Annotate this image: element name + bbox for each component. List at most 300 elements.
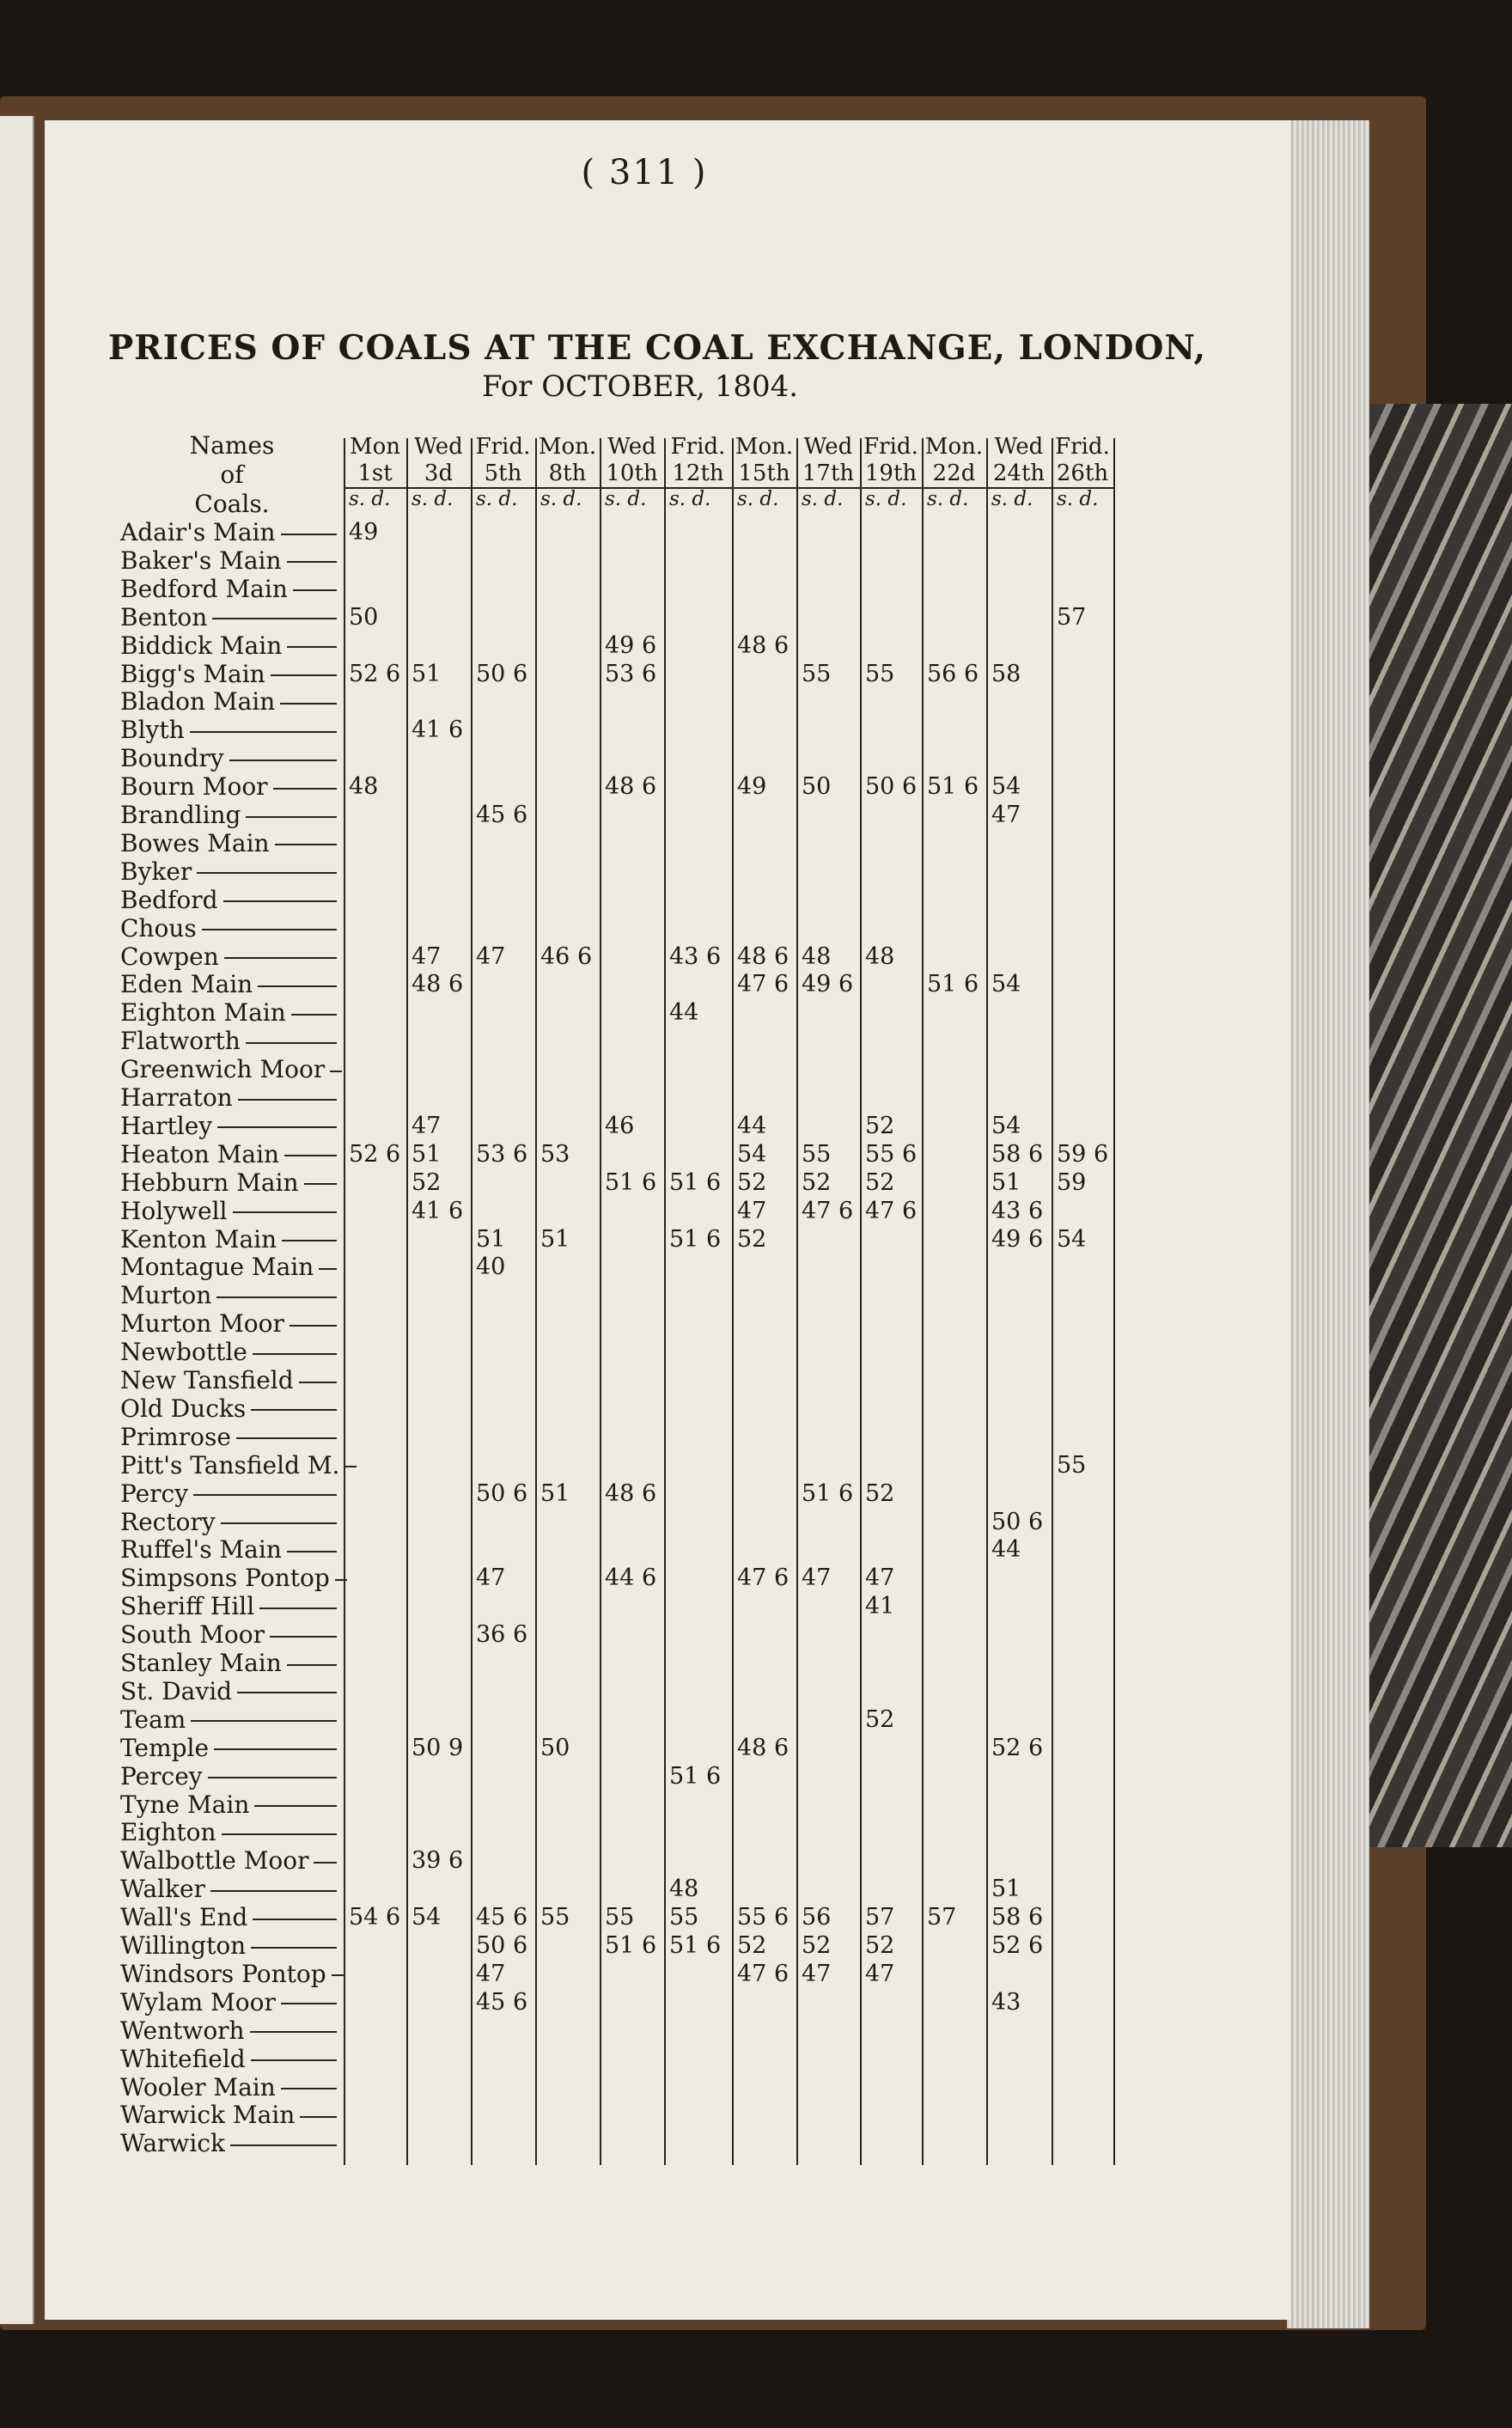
price-value: 43 6 [991, 1197, 1044, 1224]
coal-name-text: Chous [120, 913, 197, 943]
column-header [860, 434, 922, 487]
coal-name-text: Whitefield [120, 2044, 246, 2073]
price-value: 55 6 [865, 1140, 918, 1168]
coal-name [120, 1621, 337, 1649]
coal-name-text: Eighton [120, 1818, 216, 1847]
price-value: 52 [737, 1225, 767, 1253]
price-value: 47 [865, 1565, 895, 1592]
page-number: ( 311 ) [581, 153, 708, 192]
column-header [471, 434, 535, 487]
coal-name [120, 1084, 337, 1112]
price-value: 46 6 [540, 943, 593, 970]
price-value: 50 9 [412, 1734, 464, 1761]
column-header [796, 434, 860, 487]
coal-name-text: Cowpen [120, 942, 219, 971]
column-rule [732, 438, 734, 2165]
leader-rule [332, 1974, 344, 1976]
coal-name-text: Wentworh [120, 2016, 245, 2045]
coal-name-text: Byker [120, 857, 192, 886]
coal-name-text: Kenton Main [120, 1224, 277, 1254]
column-rule [986, 438, 988, 2165]
names-header-line-1: Names of [189, 431, 275, 489]
leader-rule [236, 1437, 337, 1439]
price-value: 47 [802, 1565, 832, 1592]
price-value: 52 [865, 1932, 895, 1959]
coal-name-text: Eden Main [120, 970, 253, 999]
leader-rule [197, 872, 337, 874]
coal-name [120, 1961, 344, 1988]
leader-rule [275, 844, 337, 845]
price-value: 44 [669, 999, 699, 1027]
coal-name-text: Willington [120, 1931, 247, 1960]
leader-rule [271, 674, 337, 676]
leader-rule [251, 2059, 337, 2061]
column-header [1052, 434, 1113, 487]
price-value: 52 [865, 1112, 895, 1139]
price-value: 55 [865, 660, 895, 687]
coal-name [120, 802, 337, 829]
unit-label: s. d. [927, 488, 969, 510]
price-value: 51 6 [669, 1168, 722, 1196]
column-rule [1052, 438, 1053, 2165]
price-value: 49 6 [802, 971, 854, 998]
coal-name-text: Bedford Main [120, 574, 288, 603]
price-value: 52 6 [991, 1932, 1044, 1959]
price-value: 49 [349, 519, 379, 546]
leader-rule [229, 760, 337, 761]
coal-name-text: St. David [120, 1676, 233, 1705]
price-value: 52 [865, 1168, 895, 1196]
price-value: 50 6 [991, 1508, 1044, 1535]
leader-rule [281, 2088, 337, 2089]
price-value: 52 [865, 1479, 895, 1507]
coal-name [120, 1480, 337, 1508]
coal-name [120, 1339, 337, 1366]
leader-rule [304, 1183, 337, 1185]
price-value: 54 [991, 971, 1021, 998]
price-value: 59 [1057, 1168, 1087, 1196]
price-value: 52 6 [991, 1734, 1044, 1761]
price-value: 43 [991, 1988, 1021, 2016]
coal-name-text: Rectory [120, 1507, 216, 1536]
price-value: 47 6 [865, 1197, 918, 1224]
price-value: 57 [865, 1904, 895, 1931]
coal-name [120, 1536, 337, 1564]
coal-name-text: Blyth [120, 716, 185, 745]
coal-name [120, 519, 337, 546]
price-value: 51 [412, 660, 442, 687]
leader-rule [299, 1382, 337, 1383]
coal-name [120, 2130, 337, 2157]
price-value: 49 6 [605, 631, 657, 659]
price-value: 51 6 [669, 1762, 722, 1790]
leader-rule [344, 1466, 357, 1467]
leader-rule [191, 1720, 337, 1722]
unit-label: s. d. [669, 488, 711, 510]
unit-label: s. d. [737, 488, 779, 510]
column-rule [344, 438, 345, 2165]
leader-rule [202, 929, 337, 930]
price-value: 54 6 [349, 1904, 401, 1931]
coal-name-text: Flatworth [120, 1027, 241, 1056]
leader-rule [280, 703, 337, 705]
coal-name-text: Boundry [120, 744, 224, 773]
price-value: 50 6 [865, 773, 918, 801]
column-day: Mon [349, 434, 401, 460]
price-value: 47 [865, 1960, 895, 1987]
coal-name [120, 858, 337, 886]
price-value: 52 [802, 1932, 832, 1959]
price-value: 49 6 [991, 1225, 1044, 1253]
coal-name-text: Brandling [120, 801, 241, 829]
coal-name-text: Walker [120, 1875, 205, 1904]
coal-name-text: New Tansfield [120, 1366, 294, 1394]
coal-name [120, 1113, 337, 1140]
coal-name [120, 830, 337, 857]
leader-rule [287, 561, 337, 563]
price-value: 47 [476, 1565, 506, 1592]
coal-name [120, 1876, 337, 1903]
coal-name-text: Greenwich Moor [120, 1055, 326, 1084]
coal-name [120, 2074, 337, 2102]
price-value: 45 6 [476, 1904, 528, 1931]
column-date: 5th [484, 461, 522, 486]
coal-name [120, 1056, 342, 1083]
price-value: 47 6 [737, 1565, 790, 1592]
coal-name-text: Stanley Main [120, 1649, 282, 1677]
coal-name [120, 1932, 337, 1960]
column-header [986, 434, 1052, 487]
leader-rule [217, 1126, 337, 1128]
price-value: 51 [540, 1479, 570, 1507]
leader-rule [314, 1862, 337, 1864]
column-rule [1113, 438, 1115, 2165]
price-value: 52 [802, 1168, 832, 1196]
column-day: Mon. [735, 434, 794, 460]
coal-name [120, 971, 337, 998]
price-value: 44 6 [605, 1565, 657, 1592]
price-value: 48 [865, 943, 895, 970]
leader-rule [335, 1579, 347, 1581]
price-value: 53 6 [605, 660, 657, 687]
coal-name-text: Sheriff Hill [120, 1592, 255, 1621]
coal-name [120, 1735, 337, 1762]
leader-rule [287, 646, 337, 648]
leader-rule [224, 957, 337, 959]
coal-name [120, 1141, 337, 1168]
unit-label: s. d. [802, 488, 844, 510]
coal-name [120, 1593, 337, 1620]
price-value: 58 6 [991, 1904, 1044, 1931]
price-value: 47 [802, 1960, 832, 1987]
price-value: 41 6 [412, 1197, 464, 1224]
column-rule [796, 438, 798, 2165]
leader-rule [221, 1522, 337, 1524]
price-value: 51 6 [605, 1932, 657, 1959]
column-date: 26th [1056, 461, 1109, 486]
column-rule [600, 438, 601, 2165]
unit-label: s. d. [349, 488, 391, 510]
coal-name [120, 1819, 337, 1846]
coal-name-text: Holywell [120, 1196, 228, 1225]
price-value: 52 [865, 1705, 895, 1733]
coal-name-text: Old Ducks [120, 1394, 247, 1423]
price-value: 50 6 [476, 660, 528, 687]
column-rule [535, 438, 537, 2165]
coal-name-text: Adair's Main [120, 518, 276, 546]
column-header [535, 434, 600, 487]
coal-name-text: Ruffel's Main [120, 1535, 282, 1565]
leader-rule [246, 1042, 337, 1044]
price-value: 51 6 [927, 773, 979, 801]
price-value: 48 6 [605, 773, 657, 801]
coal-name-text: South Moor [120, 1620, 265, 1650]
price-value: 48 6 [737, 943, 790, 970]
leader-rule [291, 1014, 337, 1016]
price-value: 55 [669, 1904, 699, 1931]
column-day: Wed [994, 434, 1044, 460]
leader-rule [258, 985, 337, 987]
price-value: 47 6 [737, 1960, 790, 1987]
column-date: 24th [992, 461, 1046, 486]
coal-name-text: Percy [120, 1479, 189, 1508]
price-value: 52 6 [349, 660, 401, 687]
price-value: 47 [476, 943, 506, 970]
price-value: 55 [605, 1904, 635, 1931]
names-header-line-2: Coals. [194, 490, 270, 518]
price-value: 47 [476, 1960, 506, 1987]
leader-rule [251, 1409, 337, 1411]
leader-rule [319, 1268, 337, 1270]
leader-rule [251, 1947, 337, 1949]
price-value: 50 [802, 773, 832, 801]
price-value: 44 [991, 1536, 1021, 1564]
price-value: 51 6 [927, 971, 979, 998]
price-value: 44 [737, 1112, 767, 1139]
price-value: 50 [349, 603, 379, 631]
price-value: 41 [865, 1593, 895, 1620]
unit-label: s. d. [476, 488, 518, 510]
price-value: 51 [476, 1225, 506, 1253]
price-value: 52 [737, 1932, 767, 1959]
price-value: 54 [1057, 1225, 1087, 1253]
unit-label: s. d. [605, 488, 647, 510]
facing-page-edge [0, 116, 34, 2324]
column-header [732, 434, 796, 487]
coal-name [120, 1452, 357, 1479]
coal-name-text: Newbottle [120, 1338, 247, 1367]
price-value: 48 6 [737, 631, 790, 659]
coal-name-text: Hebburn Main [120, 1168, 299, 1197]
column-day: Frid. [670, 434, 726, 460]
coal-name [120, 717, 337, 744]
coal-name-text: Bladon Main [120, 687, 276, 717]
coal-name [120, 773, 337, 801]
column-day: Mon. [924, 434, 984, 460]
coal-name-text: Temple [120, 1733, 210, 1762]
price-value: 48 [802, 943, 832, 970]
coal-name [120, 1763, 337, 1790]
coal-name-text: Heaton Main [120, 1139, 280, 1168]
price-value: 48 6 [605, 1479, 657, 1507]
price-value: 54 [991, 773, 1021, 801]
price-value: 56 [802, 1904, 832, 1931]
coal-name-text: Eighton Main [120, 998, 286, 1028]
price-value: 51 6 [605, 1168, 657, 1196]
price-value: 51 6 [802, 1479, 854, 1507]
price-value: 50 [540, 1734, 570, 1761]
coal-name [120, 1028, 337, 1055]
leader-rule [222, 1833, 338, 1835]
coal-name [120, 2102, 337, 2129]
coal-name [120, 1395, 337, 1423]
price-value: 51 6 [669, 1932, 722, 1959]
price-value: 55 [1057, 1451, 1087, 1479]
leader-rule [216, 1296, 337, 1298]
price-value: 51 [991, 1876, 1021, 1903]
leader-rule [281, 2003, 337, 2004]
price-value: 52 [412, 1168, 442, 1196]
coal-name [120, 1650, 337, 1677]
price-value: 57 [1057, 603, 1087, 631]
coal-name-text: Wylam Moor [120, 1987, 276, 2016]
column-day: Frid. [863, 434, 918, 460]
column-header [600, 434, 664, 487]
coal-name [120, 632, 337, 660]
price-value: 52 6 [349, 1140, 401, 1168]
price-value: 51 6 [669, 1225, 722, 1253]
column-header [406, 434, 471, 487]
price-value: 46 [605, 1112, 635, 1139]
coal-name [120, 999, 337, 1027]
leader-rule [253, 1919, 337, 1920]
coal-name-text: Montague Main [120, 1253, 314, 1282]
leader-rule [253, 1353, 337, 1355]
column-rule [406, 438, 408, 2165]
leader-rule [290, 1325, 337, 1327]
coal-name [120, 1904, 337, 1931]
price-value: 49 [737, 773, 767, 801]
column-day: Wed [803, 434, 853, 460]
leader-rule [208, 1777, 337, 1778]
column-day: Frid. [475, 434, 531, 460]
coal-name-text: Tyne Main [120, 1790, 250, 1819]
leader-rule [270, 1636, 337, 1638]
coal-name-text: Harraton [120, 1083, 233, 1112]
leader-rule [193, 1494, 337, 1496]
leader-rule [254, 1805, 337, 1807]
leader-rule [282, 1240, 337, 1241]
coal-name-text: Bigg's Main [120, 659, 265, 688]
coal-name-text: Team [120, 1705, 186, 1734]
coal-name [120, 547, 337, 575]
price-value: 55 6 [737, 1904, 790, 1931]
leader-rule [330, 1071, 342, 1072]
column-date: 17th [802, 461, 855, 486]
price-value: 41 6 [412, 717, 464, 744]
leader-rule [230, 2144, 337, 2146]
coal-name [120, 915, 337, 943]
column-date: 8th [548, 461, 587, 486]
price-value: 47 6 [737, 971, 790, 998]
price-value: 55 [802, 660, 832, 687]
unit-label: s. d. [991, 488, 1033, 510]
leader-rule [300, 2116, 337, 2118]
coal-name-text: Bedford [120, 885, 218, 914]
coal-name [120, 1282, 337, 1309]
coal-name-text: Simpsons Pontop [120, 1564, 330, 1593]
price-value: 43 6 [669, 943, 722, 970]
column-rule [664, 438, 666, 2165]
price-value: 54 [737, 1140, 767, 1168]
price-value: 55 [540, 1904, 570, 1931]
leader-rule [250, 2031, 337, 2033]
coal-name [120, 688, 337, 716]
coal-name-text: Bowes Main [120, 828, 270, 857]
column-header [344, 434, 406, 487]
coal-name [120, 887, 337, 914]
leader-rule [210, 1890, 337, 1892]
coal-name [120, 1847, 337, 1875]
price-value: 47 [737, 1197, 767, 1224]
leader-rule [212, 618, 337, 619]
coal-name-text: Bourn Moor [120, 772, 268, 802]
price-value: 55 [802, 1140, 832, 1168]
coal-name [120, 1310, 337, 1338]
price-value: 52 [737, 1168, 767, 1196]
price-value: 48 6 [412, 971, 464, 998]
marbled-board [1369, 404, 1512, 1847]
coal-name [120, 1226, 337, 1254]
coal-name-text: Baker's Main [120, 546, 282, 575]
leader-rule [233, 1211, 338, 1213]
coal-name-text: Walbottle Moor [120, 1846, 309, 1876]
price-value: 47 [412, 1112, 442, 1139]
coal-name [120, 576, 337, 603]
price-value: 47 [412, 943, 442, 970]
coal-name [120, 2046, 337, 2073]
column-rule [471, 438, 472, 2165]
coal-name-text: Warwick Main [120, 2101, 296, 2130]
coal-name [120, 1424, 337, 1451]
leader-rule [287, 1551, 337, 1553]
price-value: 36 6 [476, 1621, 528, 1649]
price-value: 53 [540, 1140, 570, 1168]
coal-name [120, 661, 337, 688]
leader-rule [223, 900, 337, 902]
unit-label: s. d. [540, 488, 582, 510]
leader-rule [246, 816, 337, 818]
leader-rule [259, 1607, 337, 1609]
price-value: 45 6 [476, 802, 528, 828]
leader-rule [238, 1099, 337, 1101]
coal-name-text: Warwick [120, 2129, 225, 2158]
coal-name [120, 1989, 337, 2016]
price-value: 39 6 [412, 1847, 464, 1875]
coal-name [120, 745, 337, 772]
price-value: 54 [412, 1904, 442, 1931]
coal-name-text: Wall's End [120, 1903, 248, 1932]
leader-rule [287, 1664, 337, 1666]
coal-name-text: Benton [120, 602, 208, 631]
price-value: 53 6 [476, 1140, 528, 1168]
column-day: Mon. [538, 434, 597, 460]
coal-name [120, 1254, 337, 1281]
leader-rule [273, 788, 337, 790]
coal-name [120, 1678, 337, 1705]
names-column-header [176, 431, 288, 519]
column-date: 10th [606, 461, 658, 486]
